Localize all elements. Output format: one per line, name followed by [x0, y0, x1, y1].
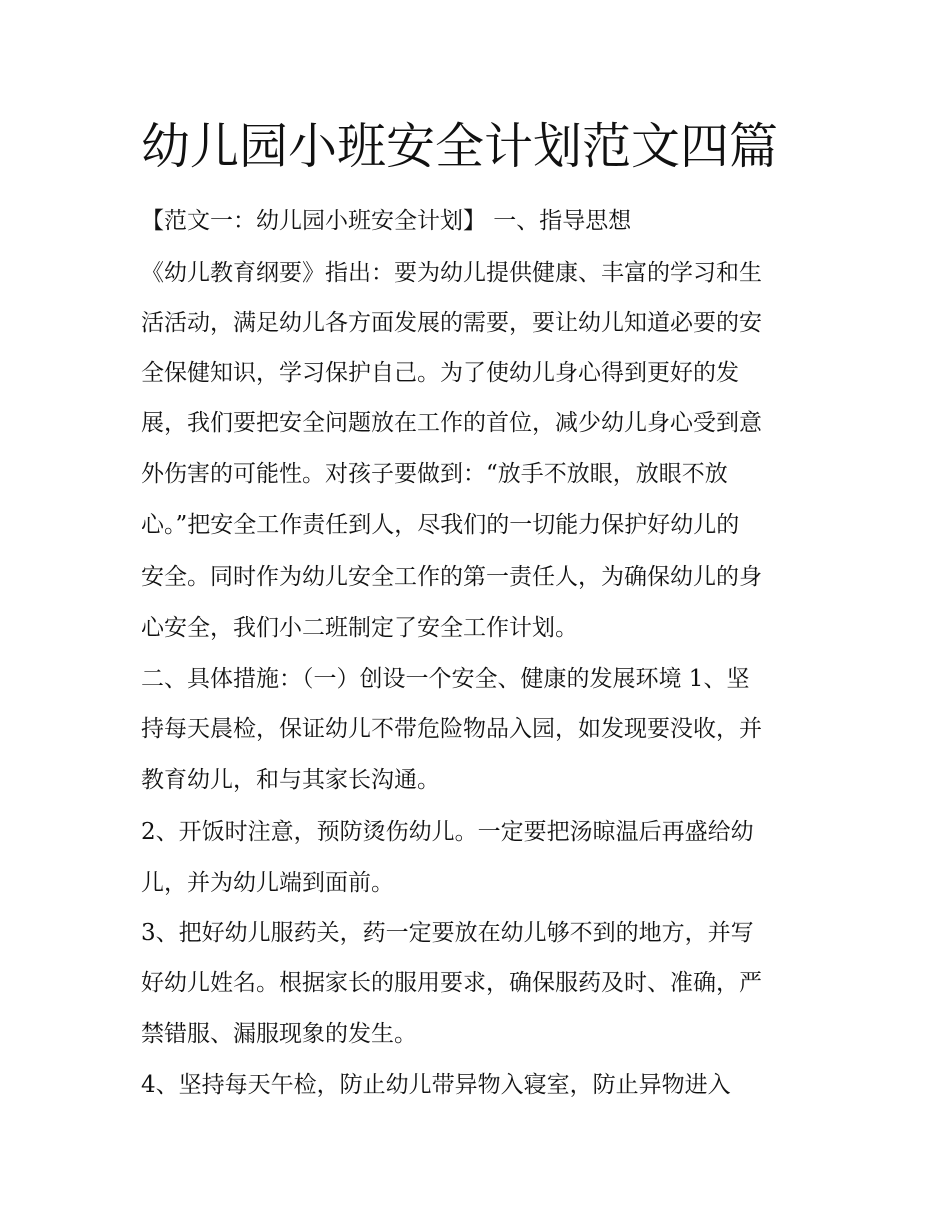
- text-line: 全保健知识，学习保护自己。为了使幼儿身心得到更好的发: [141, 360, 739, 386]
- text-line: 心。”把安全工作责任到人，尽我们的一切能力保护好幼儿的: [141, 512, 740, 538]
- text-line: 好幼儿姓名。根据家长的服用要求，确保服药及时、准确，严: [141, 970, 762, 996]
- text-line: 外伤害的可能性。对孩子要做到：“放手不放眼，放眼不放: [141, 461, 728, 487]
- text-line: 二、具体措施：（一）创设一个安全、健康的发展环境 1、坚: [141, 666, 750, 692]
- text-line: 展，我们要把安全问题放在工作的首位，减少幼儿身心受到意: [141, 410, 762, 436]
- text-line: 心安全，我们小二班制定了安全工作计划。: [141, 615, 578, 641]
- text-line: 教育幼儿，和与其家长沟通。: [141, 767, 440, 793]
- text-line: 持每天晨检，保证幼儿不带危险物品入园，如发现要没收，并: [141, 716, 762, 742]
- text-line: 活活动，满足幼儿各方面发展的需要，要让幼儿知道必要的安: [141, 310, 762, 336]
- text-line: 3、把好幼儿服药关，药一定要放在幼儿够不到的地方，并写: [141, 920, 754, 946]
- text-line: 4、坚持每天午检，防止幼儿带异物入寝室，防止异物进入: [141, 1072, 731, 1098]
- text-line: 【范文一：幼儿园小班安全计划】 一、指导思想: [141, 208, 632, 234]
- text-line: 禁错服、漏服现象的发生。: [141, 1021, 417, 1047]
- text-line: 儿，并为幼儿端到面前。: [141, 870, 394, 896]
- text-line: 2、开饭时注意，预防烫伤幼儿。一定要把汤晾温后再盛给幼: [141, 819, 754, 845]
- document-title: 幼儿园小班安全计划范文四篇: [141, 118, 779, 175]
- text-line: 《幼儿教育纲要》指出：要为幼儿提供健康、丰富的学习和生: [141, 260, 762, 286]
- text-line: 安全。同时作为幼儿安全工作的第一责任人，为确保幼儿的身: [141, 564, 762, 590]
